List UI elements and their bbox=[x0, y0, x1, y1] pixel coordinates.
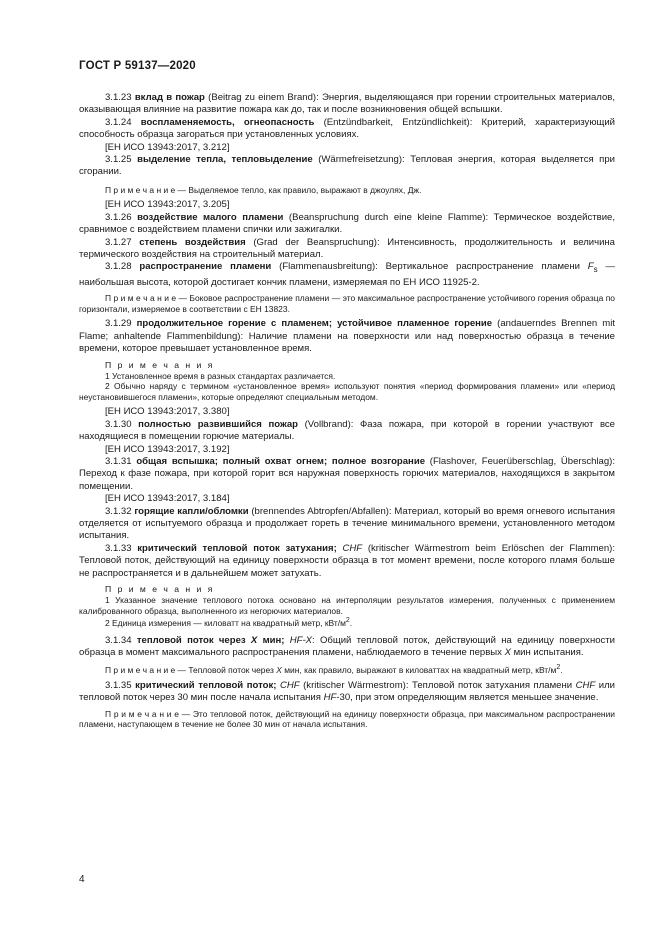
document-code-header: ГОСТ Р 59137—2020 bbox=[79, 60, 196, 72]
term-3-1-26: 3.1.26 воздействие малого пламени (Beanspruchung durch eine kleine Flamme): Термическое воздействие, сравнимое с воздействием пламени спички или зажигалки. bbox=[79, 211, 616, 236]
note-item: 1 Указанное значение теплового потока основано на интерполяции результатов измерения, полученных с применением калиброванного образца, выполненного из негорючих материалов. bbox=[79, 595, 615, 616]
note-item: 2 Единица измерения — киловатт на квадратный метр, кВт/$м^2$. bbox=[105, 617, 353, 629]
reference: [ЕН ИСО 13943:2017, 3.212] bbox=[105, 141, 230, 153]
note: П р и м е ч а н и е — Выделяемое тепло, как правило, выражают в джоулях, Дж. bbox=[105, 184, 422, 195]
note-item: 2 Обычно наряду с термином «установленное время» используют понятия «период формирования пламени» или «период неустановившегося пламени», которые определяют специальным методом. bbox=[79, 381, 615, 402]
reference: [ЕН ИСО 13943:2017, 3.184] bbox=[105, 493, 230, 505]
reference: [ЕН ИСО 13943:2017, 3.205] bbox=[105, 199, 230, 211]
term-3-1-33: 3.1.33 критический тепловой поток затухания; CHF (kritischer Wärmestrom beim Erlöschen der Flammen): Тепловой поток, действующий на единицу поверхности образца в тот момент времени, после которого пламя больше не распространяется и в дальнейшем может затухать. bbox=[79, 542, 616, 579]
notes-heading: П р и м е ч а н и я bbox=[105, 359, 215, 370]
note: П р и м е ч а н и е — Тепловой поток через X мин, как правило, выражают в киловаттах на квадратный метр, кВт/$м^2$. bbox=[105, 664, 563, 676]
term-3-1-24: 3.1.24 воспламеняемость, огнеопасность (Entzündbarkeit, Entzündlichkeit): Критерий, характеризующий способность образца загораться при установленных условиях. bbox=[79, 116, 615, 141]
term-3-1-27: 3.1.27 степень воздействия (Grad der Beanspruchung): Интенсивность, продолжительность и величина термического воздействия на строительный материал. bbox=[79, 236, 615, 261]
note-item: 1 Установленное время в разных стандартах различается. bbox=[105, 370, 336, 381]
term-3-1-28: 3.1.28 распространение пламени (Flammenausbreitung): Вертикальное распространение пламени $F_s$ — наибольшая высота, которой достигает кончик пламени, измеряемая по ЕН ИСО 11925-2. bbox=[79, 261, 616, 288]
reference: [ЕН ИСО 13943:2017, 3.192] bbox=[105, 443, 230, 455]
note: П р и м е ч а н и е — Это тепловой поток, действующий на единицу поверхности образца, при максимальном распространении пламени, наступающем в течение не более 30 мин от начала испытания. bbox=[79, 708, 615, 730]
reference: [ЕН ИСО 13943:2017, 3.380] bbox=[105, 406, 230, 418]
term-3-1-35: 3.1.35 критический тепловой поток; CHF (kritischer Wärmestrom): Тепловой поток затухания пламени CHF или тепловой поток через 30 мин после начала испытания HF-30, при этом определяющим является меньшее значение. bbox=[79, 679, 616, 704]
document-body bbox=[79, 92, 615, 734]
term-3-1-23: 3.1.23 вклад в пожар (Beitrag zu einem Brand): Энергия, выделяющаяся при горении строительных материалов, оказывающая влияние на развитие пожара как до, так и после возникновения общей вспышки. bbox=[79, 92, 615, 116]
term-3-1-31: 3.1.31 общая вспышка; полный охват огнем; полное возгорание (Flashover, Feuerüberschlag, Überschlag): Переход к фазе пожара, при которой горит вся наружная поверхность горючих материалов, находящихся в закрытом помещении. bbox=[79, 456, 615, 492]
note: П р и м е ч а н и е — Боковое распространение пламени — это максимальное распространение устойчивого горения образца по горизонтали, измеряемое в соответствии с ЕН 13823. bbox=[79, 293, 615, 314]
term-3-1-30: 3.1.30 полностью развившийся пожар (Vollbrand): Фаза пожара, при которой в горении участвуют все находящиеся в помещении горючие материалы. bbox=[79, 418, 615, 443]
term-3-1-32: 3.1.32 горящие капли/обломки (brennendes Abtropfen/Abfallen): Материал, который во время огневого испытания отделяется от испытуемого образца и продолжает гореть в течение минимального времени, установленного методом испытания. bbox=[79, 505, 615, 542]
term-3-1-25: 3.1.25 выделение тепла, тепловыделение (Wärmefreisetzung): Тепловая энергия, которая выделяется при сгорании. bbox=[79, 154, 615, 178]
term-3-1-29: 3.1.29 продолжительное горение с пламенем; устойчивое пламенное горение (andauerndes Brennen mit Flame; anhaltende Flammenbildung): Наличие пламени на поверхности или над поверхностью образца в течение времени, которое превышает установленное время. bbox=[79, 318, 615, 355]
term-3-1-34: 3.1.34 тепловой поток через X мин; HF-X: Общий тепловой поток, действующий на единицу поверхности образца в момент максимального распространения пламени, наблюдаемого в течение первых X мин испытания. bbox=[79, 634, 615, 659]
page-number: 4 bbox=[79, 874, 85, 885]
notes-heading: П р и м е ч а н и я bbox=[105, 584, 215, 595]
